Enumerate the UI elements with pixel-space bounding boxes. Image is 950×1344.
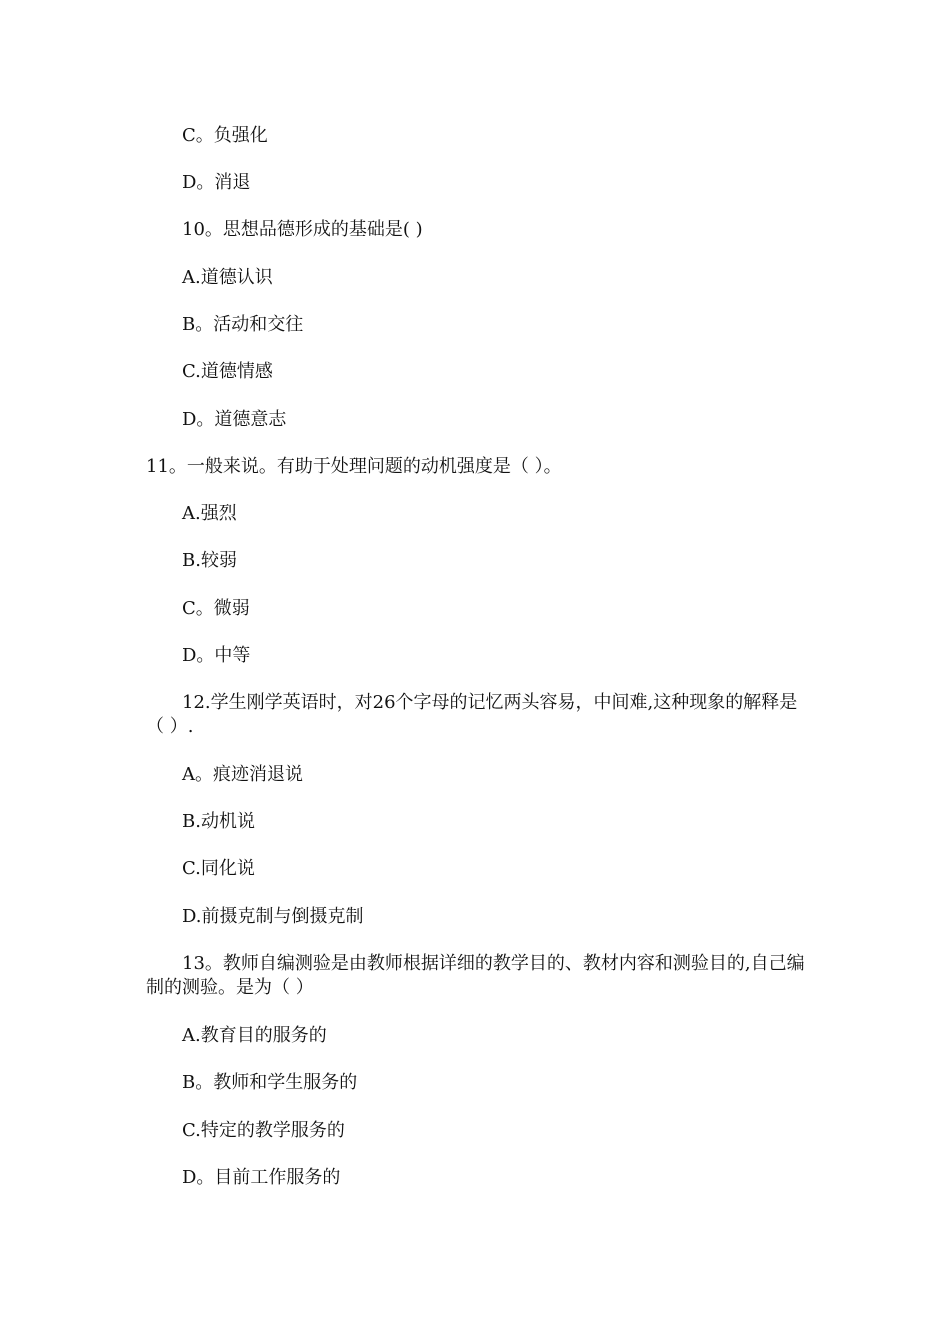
q11-option-c: C。微弱: [182, 598, 250, 619]
q12-option-a: A。痕迹消退说: [182, 764, 303, 785]
q13-option-d: D。目前工作服务的: [182, 1167, 341, 1188]
q13-stem: 13。教师自编测验是由教师根据详细的教学目的、教材内容和测验目的,自己编制的测验。是为（ ）: [146, 953, 805, 998]
q13-option-a: A.教育目的服务的: [182, 1025, 327, 1046]
q13-option-c: C.特定的教学服务的: [182, 1120, 345, 1141]
q12-option-d: D.前摄克制与倒摄克制: [182, 906, 364, 927]
q11-option-a: A.强烈: [182, 503, 237, 524]
q12-option-c: C.同化说: [182, 858, 255, 879]
q9-option-d: D。消退: [182, 172, 251, 193]
q10-stem: 10。思想品德形成的基础是( ): [182, 219, 423, 240]
q10-option-c: C.道德情感: [182, 361, 273, 382]
q10-option-b: B。活动和交往: [182, 314, 304, 335]
q10-option-d: D。道德意志: [182, 409, 287, 430]
q11-option-b: B.较弱: [182, 550, 237, 571]
q12-option-b: B.动机说: [182, 811, 255, 832]
q11-option-d: D。中等: [182, 645, 251, 666]
q12-stem: 12.学生刚学英语时，对26个字母的记忆两头容易，中间难,这种现象的解释是（ ）.: [146, 692, 798, 737]
q13-option-b: B。教师和学生服务的: [182, 1072, 358, 1093]
q9-option-c: C。负强化: [182, 125, 268, 146]
q11-stem: 11。一般来说。有助于处理问题的动机强度是（ ）。: [146, 456, 562, 477]
q10-option-a: A.道德认识: [182, 267, 273, 288]
